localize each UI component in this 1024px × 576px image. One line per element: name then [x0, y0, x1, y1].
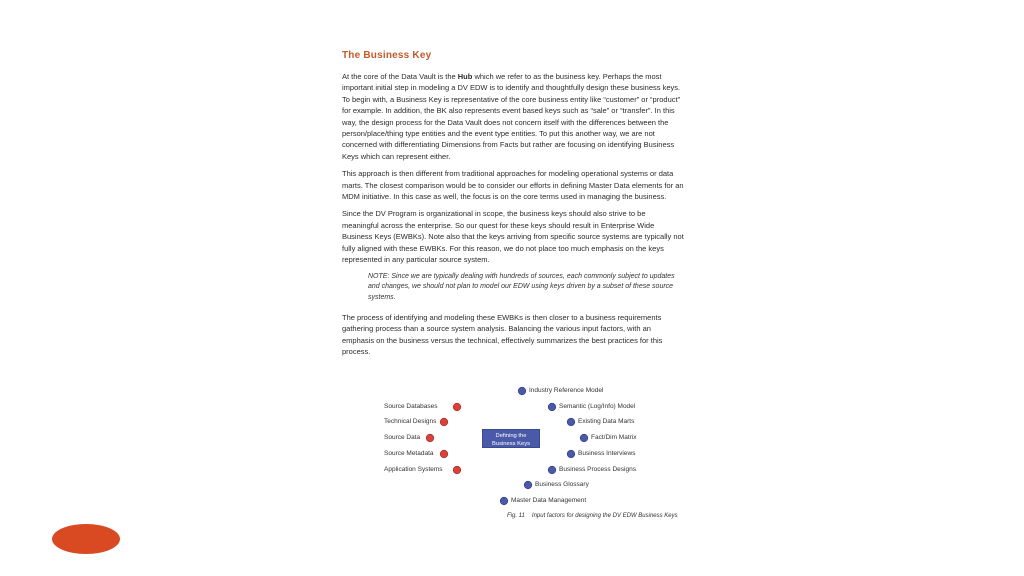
- figure-caption: [507, 513, 678, 519]
- input-factors-diagram: [380, 384, 700, 514]
- dot-source-data: [426, 434, 434, 442]
- paragraph-1: [342, 71, 684, 162]
- label-business-glossary: Business Glossary: [535, 481, 589, 488]
- center-line-1: Defining the: [495, 433, 527, 439]
- dot-fact-dim-matrix: [580, 434, 588, 442]
- label-semantic-model: Semantic (Log/Info) Model: [559, 403, 636, 410]
- dot-source-metadata: [440, 450, 448, 458]
- label-source-metadata: Source Metadata: [384, 450, 434, 457]
- center-line-2: Business Keys: [491, 441, 531, 447]
- dot-master-data-management: [500, 497, 508, 505]
- label-application-systems: Application Systems: [384, 466, 443, 473]
- dot-semantic-model: [548, 403, 556, 411]
- paragraph-3: Since the DV Program is organizational in scope, the business keys should also strive to be meaningful across the enterprise. So our quest for these keys should result in Enterprise Wide Business Keys (EWBKs). Note also that the keys arriving from specific source systems are typically not fully aligned with these EWBKs. For this reason, we do not place too much emphasis on the keys represented in any particular source system.: [342, 209, 684, 265]
- label-business-process-designs: Business Process Designs: [559, 466, 636, 473]
- figure-number: Fig. 11: [507, 513, 525, 519]
- paragraph-4: The process of identifying and modeling these EWBKs is then closer to a business requirements gathering process than a source system analysis. Balancing the various input factors, with an emphasis on the business versus the technical, effectively summarizes the best practices for this process.: [342, 312, 663, 357]
- dot-existing-data-marts: [567, 418, 575, 426]
- label-master-data-management: Master Data Management: [511, 497, 587, 504]
- paragraph-2: This approach is then different from traditional approaches for modeling operational systems or data marts. The closest comparison would be to consider our efforts in defining Master Data elements for an MDM initiative. In this case as well, the focus is on the core terms used in managing the business.: [342, 169, 684, 202]
- note-paragraph: NOTE: Since we are typically dealing with hundreds of sources, each commonly subject to updates and changes, we should not plan to model our EDW using keys driven by a subset of these source systems.: [368, 272, 675, 302]
- dot-source-databases: [453, 403, 461, 411]
- label-existing-data-marts: Existing Data Marts: [578, 418, 635, 425]
- section-title: The Business Key: [342, 50, 432, 61]
- dot-application-systems: [453, 466, 461, 474]
- document-body: [342, 50, 684, 364]
- label-source-data: Source Data: [384, 434, 421, 441]
- decorative-ellipse: [52, 524, 120, 554]
- center-box: [482, 429, 540, 448]
- label-technical-designs: Technical Designs: [384, 418, 437, 425]
- label-source-databases: Source Databases: [384, 403, 438, 410]
- dot-technical-designs: [440, 418, 448, 426]
- p1-pre: At the core of the Data Vault is the: [342, 72, 458, 81]
- dot-industry-reference-model: [518, 387, 526, 395]
- dot-business-interviews: [567, 450, 575, 458]
- label-industry-reference-model: Industry Reference Model: [529, 387, 604, 394]
- label-fact-dim-matrix: Fact/Dim Matrix: [591, 434, 637, 441]
- label-business-interviews: Business Interviews: [578, 450, 636, 457]
- p1-post: which we refer to as the business key. Perhaps the most important initial step in modeling a DV EDW is to identify and thoughtfully design these business keys. To begin with, a Business Key is representative of the core business entity like “customer” or “product” for example. In addition, the BK also represents event based keys such as “sale” or “transfer”. In this way, the design process for the Data Vault does not concern itself with the differences between the person/place/thing type entities and the event type entities. To put this another way, we are not concerned with differentiating Dimensions from Facts but rather are focusing on identifying Business Keys which can represent either.: [342, 72, 681, 161]
- dot-business-glossary: [524, 481, 532, 489]
- figure-caption-text: Input factors for designing the DV EDW Business Keys: [531, 513, 678, 519]
- p1-hub: Hub: [457, 72, 473, 81]
- dot-business-process-designs: [548, 466, 556, 474]
